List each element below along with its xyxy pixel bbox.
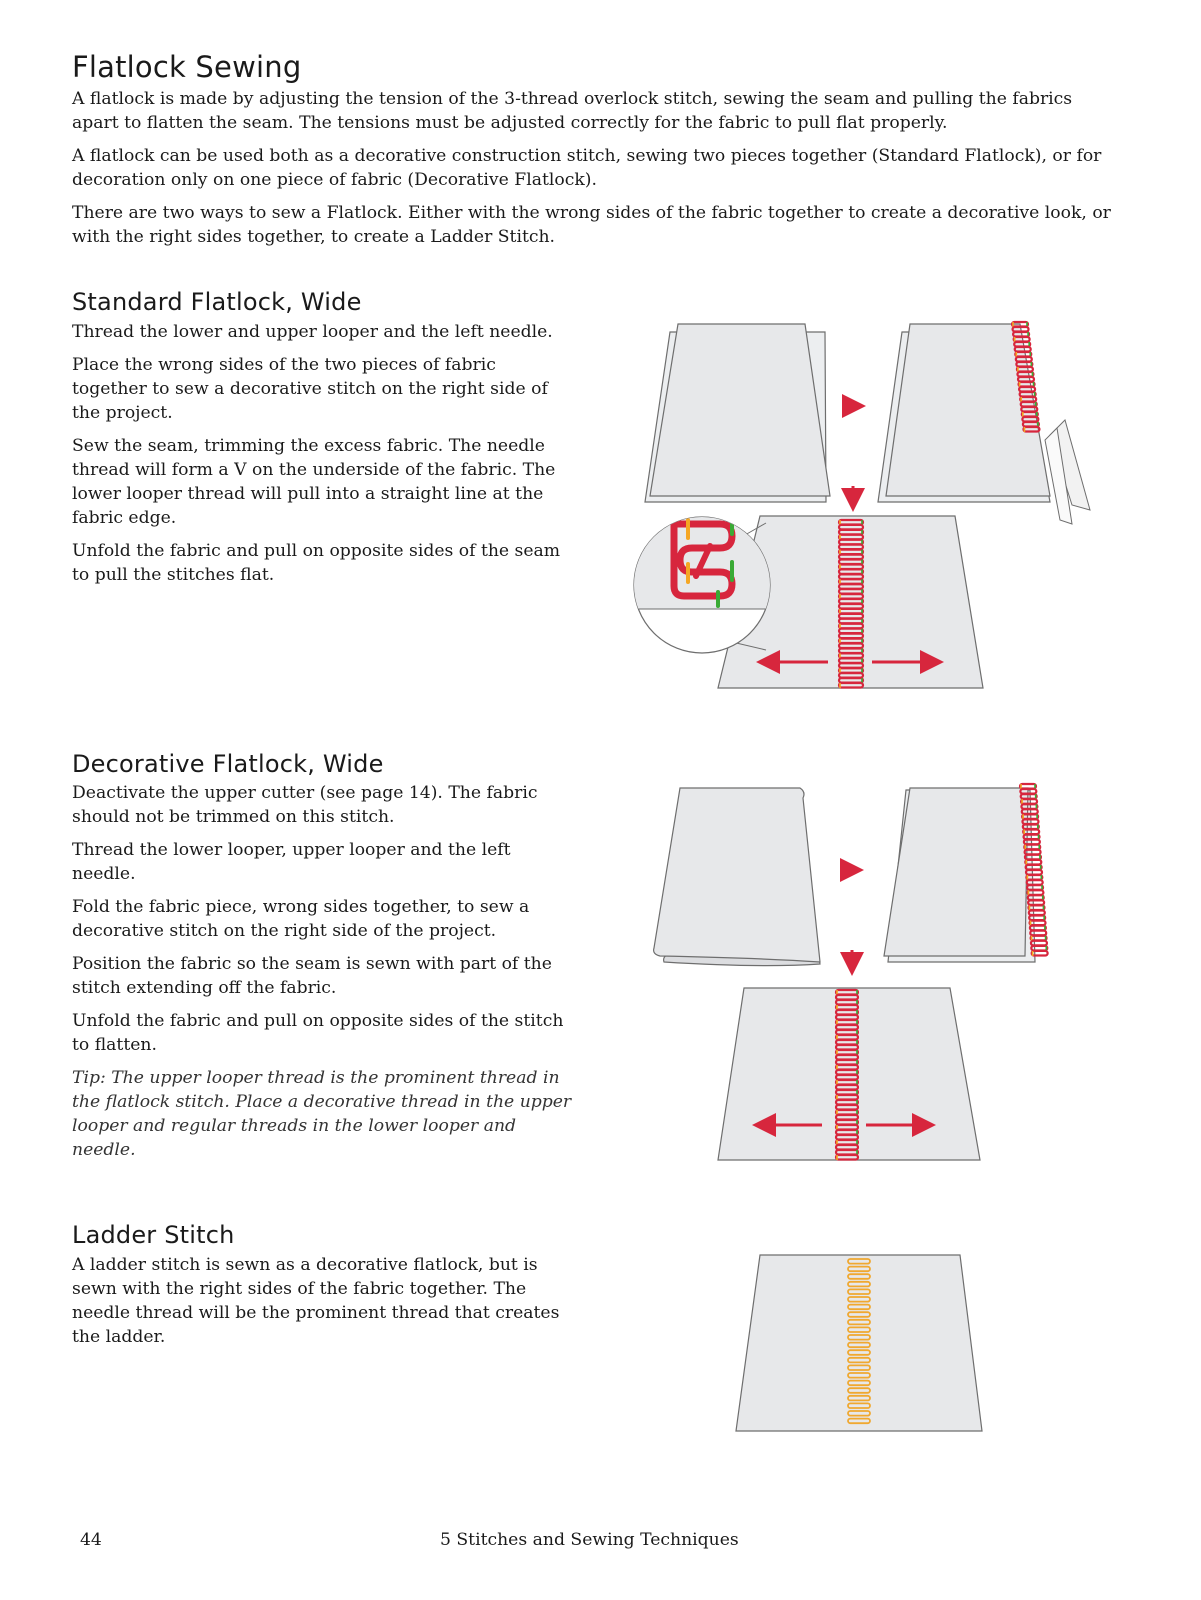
fabric-stack-unsewn xyxy=(645,324,830,502)
chapter-footer: 5 Stitches and Sewing Techniques xyxy=(440,1530,739,1550)
instruction-paragraph: Unfold the fabric and pull on opposite sides of the seam to pull the stitches flat. xyxy=(72,541,561,585)
fabric-stack-sewn xyxy=(878,322,1090,524)
intro-paragraph: There are two ways to sew a Flatlock. Either with the wrong sides of the fabric together to create a decorative look, or with the right sides together, to create a Ladder Stitch. xyxy=(72,203,1111,247)
decorative-flatlock-illustration xyxy=(640,778,1080,1168)
ladder-stitch-illustration xyxy=(720,1245,1000,1445)
instruction-paragraph: Unfold the fabric and pull on opposite sides of the stitch to flatten. xyxy=(72,1011,564,1055)
intro-paragraph: A flatlock can be used both as a decorative construction stitch, sewing two pieces together (Standard Flatlock), or for decoration only on one piece of fabric (Decorative Flatlock). xyxy=(72,146,1102,190)
section-body-standard-flatlock xyxy=(72,320,572,596)
instruction-paragraph: A ladder stitch is sewn as a decorative flatlock, but is sewn with the right sides of the fabric together. The needle thread will be the prominent thread that creates the ladder. xyxy=(72,1255,560,1347)
instruction-paragraph: Position the fabric so the seam is sewn with part of the stitch extending off the fabric. xyxy=(72,954,552,998)
instruction-paragraph: Place the wrong sides of the two pieces of fabric together to sew a decorative stitch on the right side of the project. xyxy=(72,355,548,423)
tip-note: Tip: The upper looper thread is the prominent thread in the flatlock stitch. Place a decorative thread in the upper looper and regular threads in the lower looper and needle. xyxy=(72,1068,572,1160)
page-title: Flatlock Sewing xyxy=(72,50,302,84)
standard-flatlock-illustration xyxy=(620,310,1100,710)
page-number: 44 xyxy=(80,1530,102,1550)
instruction-paragraph: Fold the fabric piece, wrong sides together, to sew a decorative stitch on the right side of the project. xyxy=(72,897,530,941)
section-heading-standard-flatlock: Standard Flatlock, Wide xyxy=(72,288,362,316)
stitch-chain-icon xyxy=(836,990,858,1160)
instruction-paragraph: Thread the lower and upper looper and the left needle. xyxy=(72,322,553,342)
intro-paragraph: A flatlock is made by adjusting the tension of the 3-thread overlock stitch, sewing the seam and pulling the fabrics apart to flatten the seam. The tensions must be adjusted correctly for the fabric to pull flat properly. xyxy=(72,89,1073,133)
instruction-paragraph: Thread the lower looper, upper looper and the left needle. xyxy=(72,840,511,884)
magnifier-callout-icon xyxy=(630,516,770,653)
fabric-folded-sewn xyxy=(884,784,1048,962)
fabric-unfolded xyxy=(718,988,980,1160)
intro-text xyxy=(72,87,1122,258)
instruction-paragraph: Deactivate the upper cutter (see page 14). The fabric should not be trimmed on this stitch. xyxy=(72,783,538,827)
instruction-paragraph: Sew the seam, trimming the excess fabric. The needle thread will form a V on the underside of the fabric. The lower looper thread will pull into a straight line at the fabric edge. xyxy=(72,436,556,528)
section-heading-decorative-flatlock: Decorative Flatlock, Wide xyxy=(72,750,384,778)
stitch-chain-icon xyxy=(839,520,863,688)
section-heading-ladder-stitch: Ladder Stitch xyxy=(72,1221,235,1249)
section-body-decorative-flatlock xyxy=(72,781,572,1171)
section-body-ladder-stitch xyxy=(72,1253,562,1358)
fabric-folded xyxy=(654,788,820,966)
